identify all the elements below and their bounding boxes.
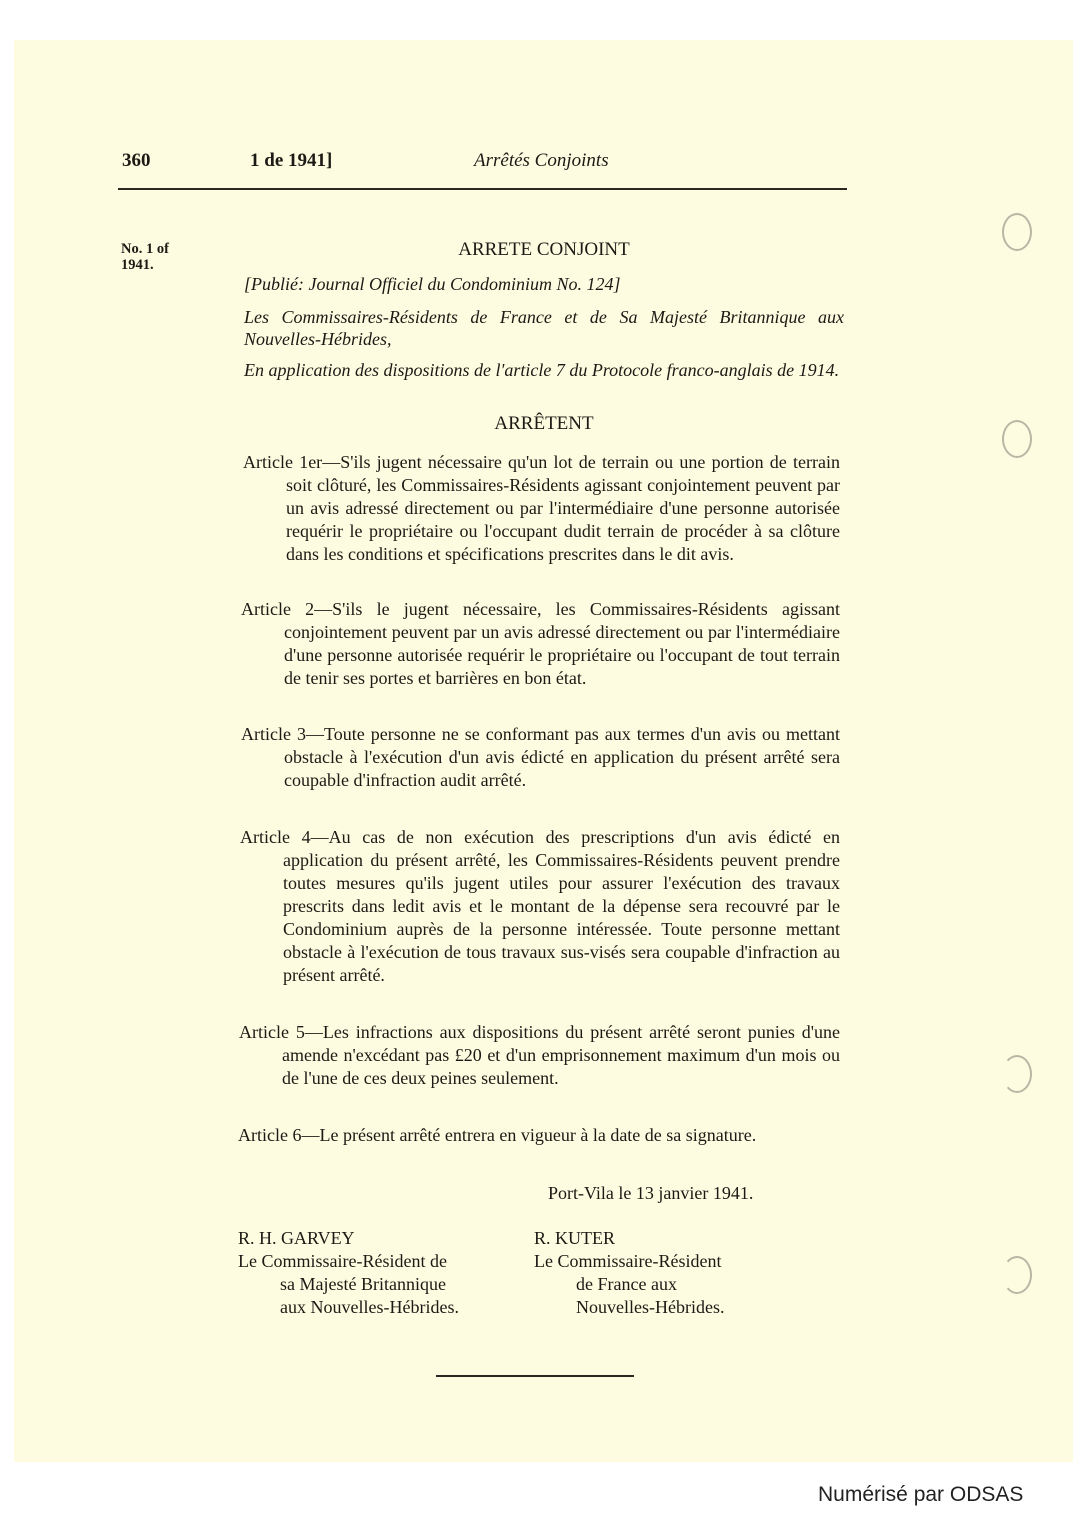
signatory-name: R. H. GARVEY xyxy=(238,1228,355,1248)
article-label: Article 5 xyxy=(239,1022,305,1042)
document-title: ARRETE CONJOINT xyxy=(458,239,630,260)
signatory-french xyxy=(534,1227,724,1319)
margin-note xyxy=(121,241,169,273)
signatory-name: R. KUTER xyxy=(534,1228,615,1248)
article-4 xyxy=(240,826,840,987)
signatory-title-line: Le Commissaire-Résident xyxy=(534,1251,722,1271)
article-6 xyxy=(238,1124,840,1147)
decree-heading: ARRÊTENT xyxy=(494,413,594,434)
signatory-title-line: Le Commissaire-Résident de xyxy=(238,1251,447,1271)
article-label: Article 4 xyxy=(240,827,311,847)
article-3 xyxy=(241,723,840,792)
article-1 xyxy=(243,451,840,566)
binder-hole-icon xyxy=(1002,1256,1032,1294)
running-reference: 1 de 1941] xyxy=(250,150,333,171)
article-label: Article 2 xyxy=(241,599,315,619)
article-label: Article 1er xyxy=(243,452,323,472)
binder-hole-icon xyxy=(1002,213,1032,251)
signatory-title-line: Nouvelles-Hébrides. xyxy=(576,1297,725,1317)
digitization-credit: Numérisé par ODSAS xyxy=(818,1483,1024,1506)
page-number: 360 xyxy=(122,150,151,171)
article-5 xyxy=(239,1021,840,1090)
closing-rule xyxy=(436,1375,634,1377)
article-text: —S'ils jugent nécessaire qu'un lot de terrain ou une portion de terrain soit clôturé, les Commissaires-Résidents agissant conjointement peuvent par un avis adressé directement ou par l'intermédiaire d'une personne autorisée requérir le propriétaire ou l'occupant dudit terrain de procéder à sa clôture dans les conditions et spécifications prescrites dans le dit avis. xyxy=(286,452,840,564)
article-text: —Les infractions aux dispositions du présent arrêté seront punies d'une amende n'excédant pas £20 et d'un emprisonnement maximum d'un mois ou de l'une de ces deux peines seulement. xyxy=(282,1022,841,1088)
article-2 xyxy=(241,598,840,690)
header-rule xyxy=(118,188,847,190)
margin-note-line: 1941. xyxy=(121,257,154,273)
article-label: Article 6 xyxy=(238,1125,302,1145)
preamble-commissioners: Les Commissaires-Résidents de France et de Sa Majesté Britannique aux Nouvelles-Hébrides, xyxy=(244,307,844,349)
article-text: —Au cas de non exécution des prescriptions d'un avis édicté en application du présent arrêté, les Commissaires-Résidents peuvent prendre toutes mesures qu'ils jugent utiles pour assurer l'exécution des travaux prescrits dans ledit avis et le montant de la dépense sera recouvré par le Condominium auprès de la personne intéressée. Toute personne mettant obstacle à l'exécution de tous travaux sus-visés sera coupable d'infraction au présent arrêté. xyxy=(283,827,840,985)
preamble-protocol: En application des dispositions de l'article 7 du Protocole franco-anglais de 1914. xyxy=(244,360,840,380)
signatory-title-line: sa Majesté Britannique xyxy=(280,1274,446,1294)
margin-note-line: No. 1 of xyxy=(121,241,169,257)
article-label: Article 3 xyxy=(241,724,306,744)
signatory-title-line: de France aux xyxy=(576,1274,677,1294)
signatory-british xyxy=(238,1227,459,1319)
binder-hole-icon xyxy=(1002,1055,1032,1093)
place-and-date: Port-Vila le 13 janvier 1941. xyxy=(548,1183,754,1203)
publication-note: [Publié: Journal Officiel du Condominium No. 124] xyxy=(244,274,621,294)
binder-hole-icon xyxy=(1002,420,1032,458)
article-text: —Le présent arrêté entrera en vigueur à la date de sa signature. xyxy=(301,1125,757,1145)
article-text: —S'ils le jugent nécessaire, les Commissaires-Résidents agissant conjointement peuvent par un avis adressé directement ou par l'intermédiaire d'une personne autorisée requérir le propriétaire ou l'occupant de tout terrain de tenir ses portes et barrières en bon état. xyxy=(284,599,840,688)
article-text: —Toute personne ne se conformant pas aux termes d'un avis ou mettant obstacle à l'exécution d'un avis édicté en application du présent arrêté sera coupable d'infraction audit arrêté. xyxy=(284,724,840,790)
running-title: Arrêtés Conjoints xyxy=(474,150,609,171)
signatory-title-line: aux Nouvelles-Hébrides. xyxy=(280,1297,459,1317)
